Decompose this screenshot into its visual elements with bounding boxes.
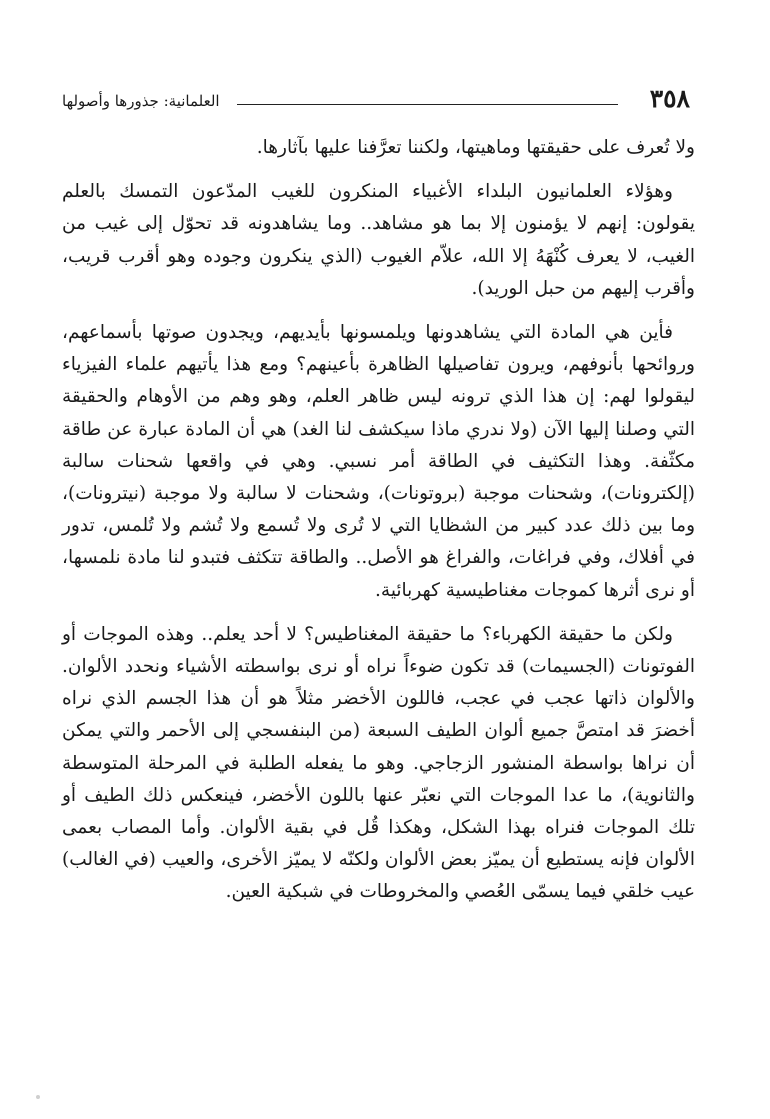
running-title: العلمانية: جذورها وأصولها <box>62 92 220 110</box>
paragraph: ولكن ما حقيقة الكهرباء؟ ما حقيقة المغناطيس؟ لا أحد يعلم.. وهذه الموجات أو الفوتونات (الجسيمات) قد تكون ضوءاً نراه أو نرى بواسطته الأشياء ونحدد الألوان. والألوان ذاتها عجب في عجب، فاللون الأخضر مثلاً هو أن هذا الجسم الذي نراه أخضرَ قد امتصَّ جميع ألوان الطيف السبعة (من البنفسجي إلى الأحمر والتي يمكن أن نراها بواسطة المنشور الزجاجي. وهو ما يفعله الطلبة في المرحلة المتوسطة والثانوية)، ما عدا الموجات التي نعبّر عنها باللون الأخضر، فينعكس ذلك الطيف أو تلك الموجات فنراه بهذا الشكل، وهكذا قُل في بقية الألوان. وأما المصاب بعمى الألوان فإنه يستطيع أن يميّز بعض الألوان ولكنّه لا يميّز الأخرى، والعيب (في الغالب) عيب خلقي فيما يسمّى العُصي والمخروطات في شبكية العين. <box>62 623 695 903</box>
page-number: ٣٥٨ <box>649 84 690 113</box>
paragraph: ولا تُعرف على حقيقتها وماهيتها، ولكننا تعرَّفنا عليها بآثارها. <box>256 137 695 158</box>
paragraph: وهؤلاء العلمانيون البلداء الأغبياء المنكرون للغيب المدّعون التمسك بالعلم يقولون: إنهم لا يؤمنون إلا بما هو مشاهد.. وما يشاهدونه قد تحوّل إلى غيب من الغيب، لا يعرف كُنْهَهُ إلا الله، علاّم الغيوب (الذي ينكرون وجوده وهو أقرب قريب، وأقرب إليهم من حبل الوريد). <box>62 181 695 299</box>
scan-speck <box>36 1095 40 1099</box>
header-rule <box>237 104 618 105</box>
page-header <box>62 84 690 120</box>
paragraph: فأين هي المادة التي يشاهدونها ويلمسونها بأيديهم، ويجدون صوتها بأسماعهم، وروائحها بأنوفهم، ويرون تفاصيلها الظاهرة بأعينهم؟ ومع هذا يأتيهم علماء الفيزياء ليقولوا لهم: إن هذا الذي ترونه ليس ظاهر العلم، وهو وهم من الأوهام والحقيقة التي وصلنا إليها الآن (ولا ندري ماذا سيكشف لنا الغد) هي أن المادة عبارة عن طاقة مكثّفة. وهذا التكثيف في الطاقة أمر نسبي. وهي في واقعها شحنات سالبة (إلكترونات)، وشحنات موجبة (بروتونات)، وشحنات لا سالبة ولا موجبة (نيترونات)، وما بين ذلك عدد كبير من الشظايا التي لا تُرى ولا تُسمع ولا تُشم ولا تُلمس، تدور في أفلاك، وفي فراغات، والفراغ هو الأصل.. والطاقة تتكثف فتبدو لنا مادة نلمسها، أو نرى أثرها كموجات مغناطيسية كهربائية. <box>62 322 695 601</box>
body-text <box>62 132 695 921</box>
